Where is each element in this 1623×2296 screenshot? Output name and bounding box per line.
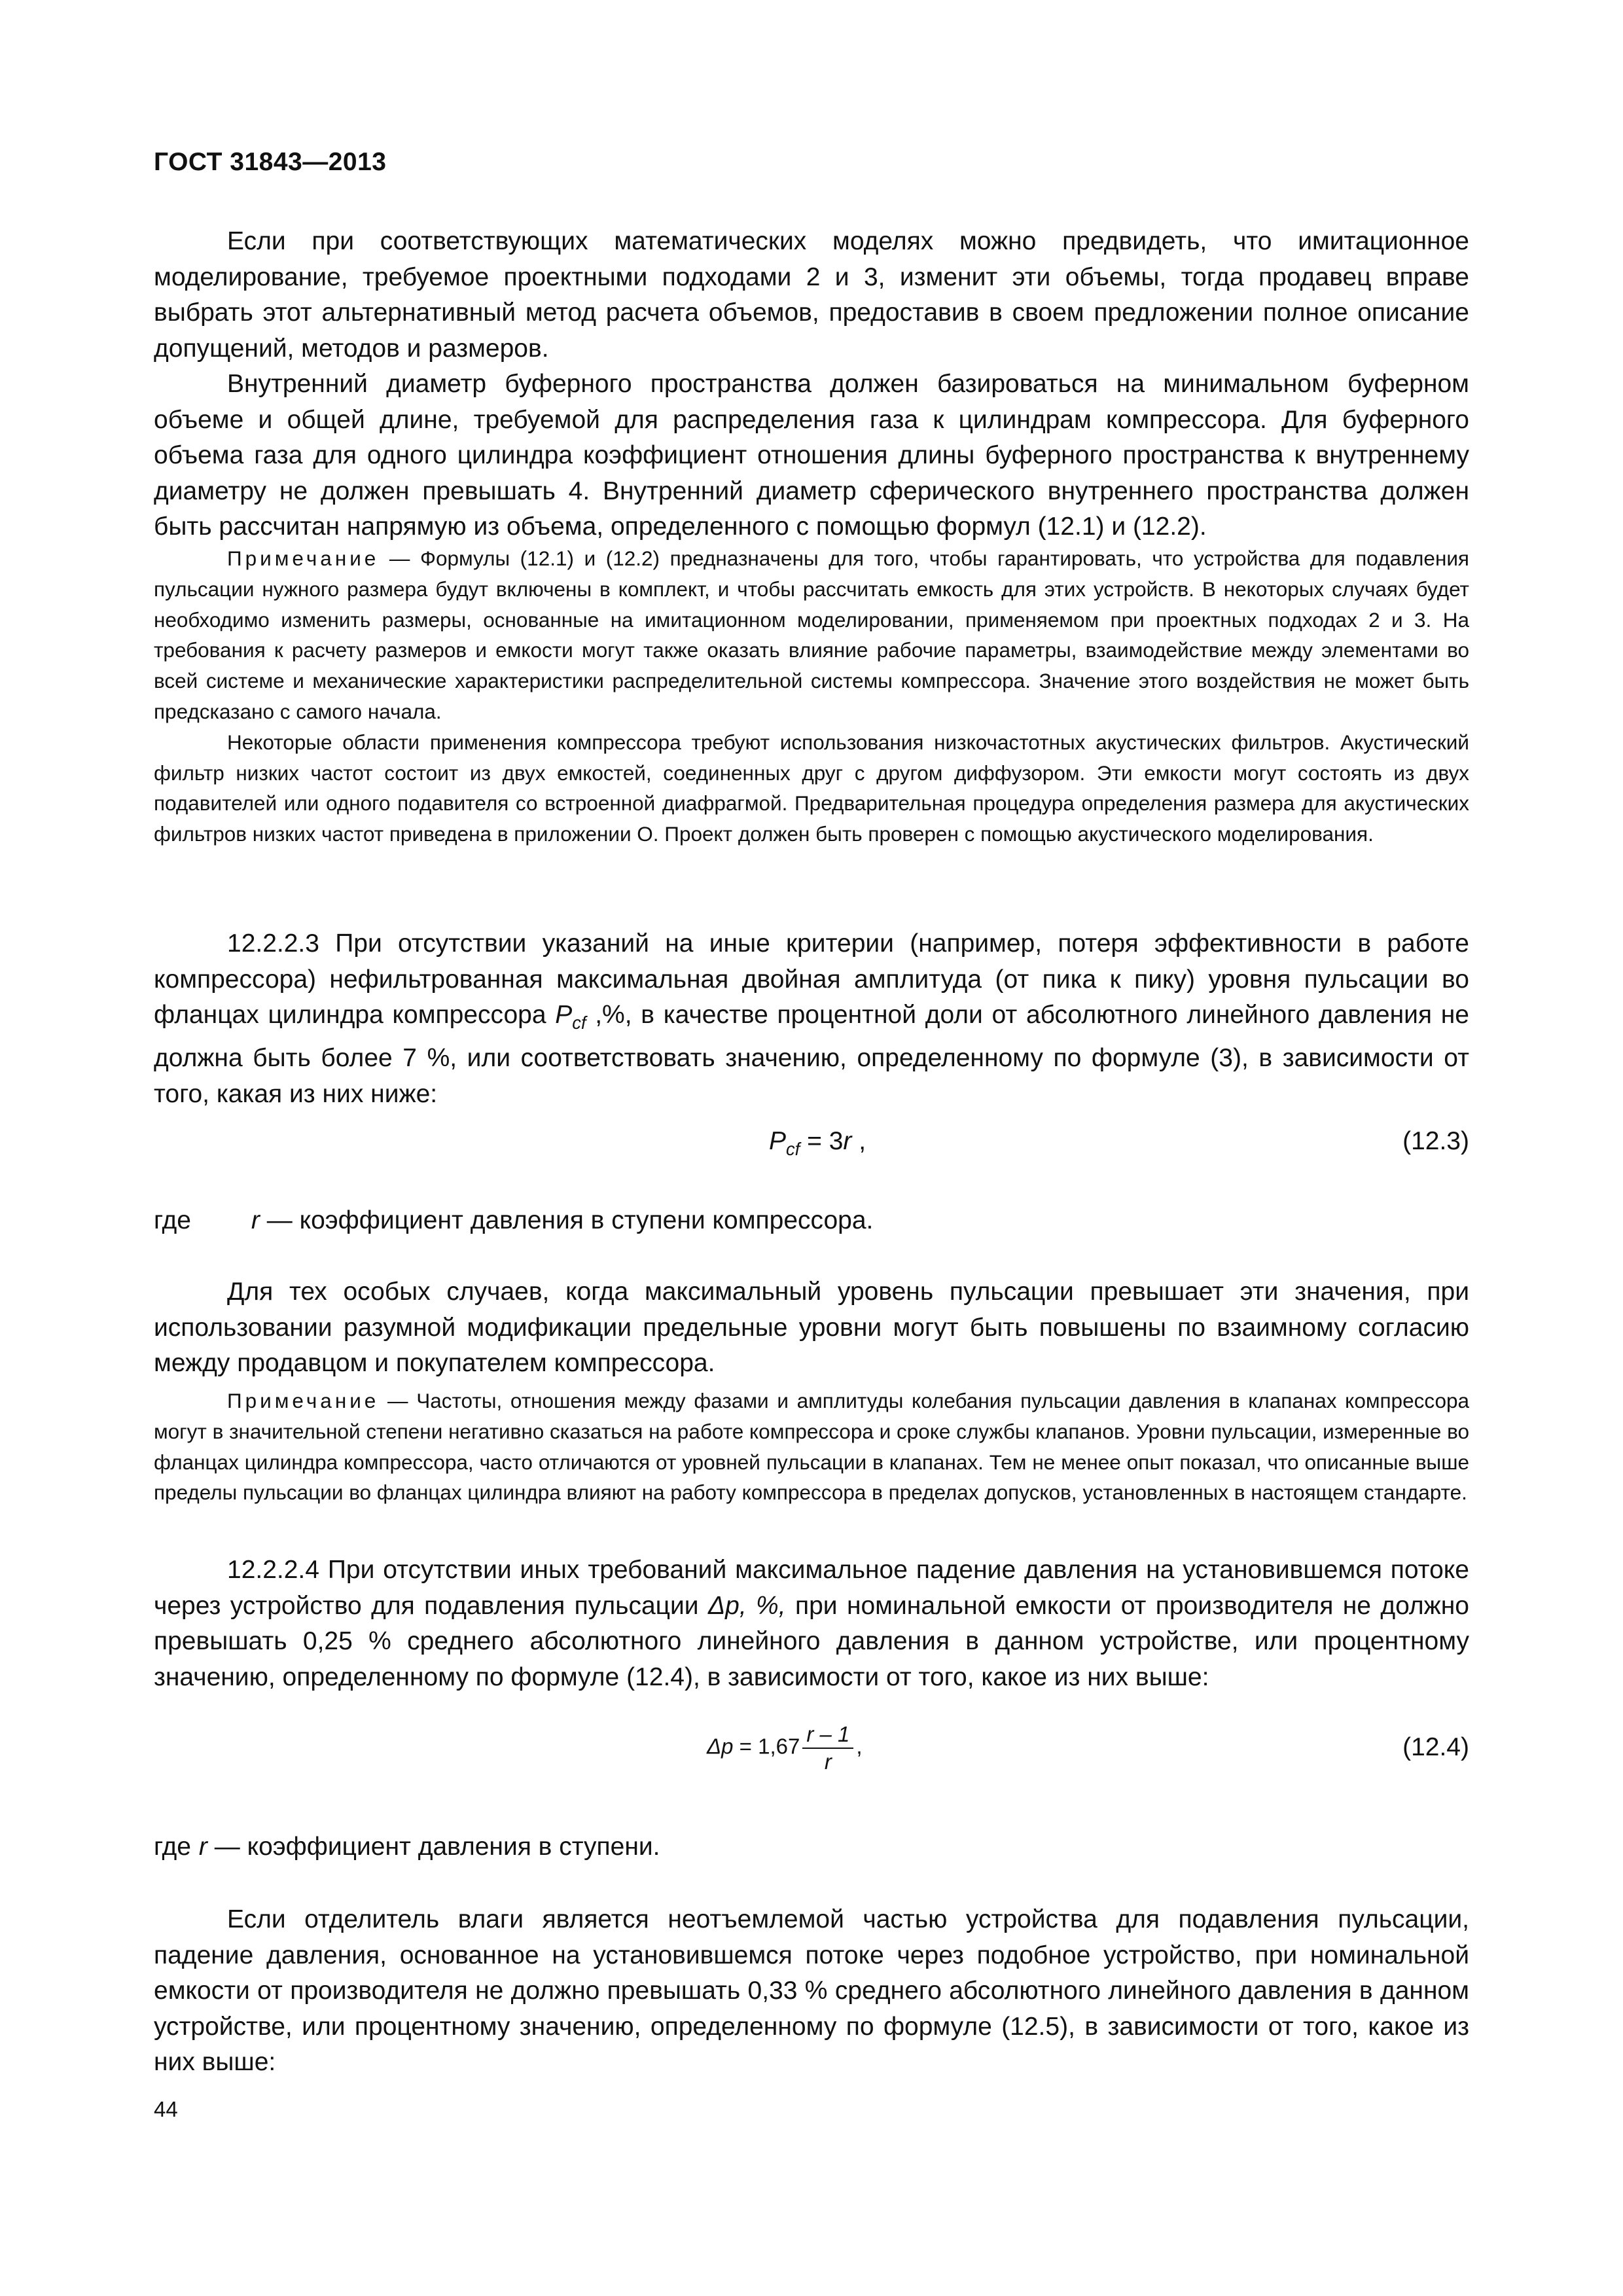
fraction-denominator: [802, 1749, 853, 1775]
formula-lhs-sub: cf: [786, 1138, 800, 1159]
note-text: [154, 543, 1469, 727]
formula-var: r: [843, 1127, 852, 1155]
formula-eq: = 1,67: [733, 1734, 800, 1759]
formula-tail: ,: [851, 1127, 866, 1155]
paragraph-text: Для тех особых случаев, когда максимальный уровень пульсации превышает эти значения, при использовании разумной модификации предельные уровни могут быть повышены по взаимному согласию между продавцом и покупателем компрессора.: [154, 1278, 1469, 1377]
where-text: — коэффициент давления в ступени компрессора.: [259, 1206, 874, 1234]
paragraph-2: [154, 367, 1469, 545]
paragraph-6: [154, 1902, 1469, 2081]
text-run: ,%, в качестве процентной доли от абсолютного линейного давления не должна быть более 7 %, или соответствовать значению, определенному по формуле (3), в зависимости от того, какая из них ниже:: [154, 1001, 1469, 1108]
note-body: — Частоты, отношения между фазами и амплитуды колебания пульсации давления в клапанах компрессора могут в значительной степени негативно сказаться на работе компрессора и сроке службы клапанов. Уровни пульсации, измеренные во фланцах цилиндра компрессора, часто отличаются от уровней пульсации в клапанах. Тем не менее опыт показал, что описанные выше пределы пульсации во фланцах цилиндра влияют на работу компрессора в пределах допусков, установленных в настоящем стандарте.: [154, 1389, 1469, 1505]
formula-lhs: P: [769, 1127, 787, 1155]
paragraph-12-2-2-4: [154, 1552, 1469, 1695]
where-label: где: [154, 1833, 191, 1861]
formula-tail: ,: [856, 1734, 863, 1759]
paragraph-text: Если отделитель влаги является неотъемлемой частью устройства для подавления пульсации, падение давления, основанное на установившемся потоке через подобное устройство, при номинальной емкости от производителя не должно превышать 0,33 % среднего абсолютного линейного давления в данном устройстве, или процентному значению, определенному по формуле (12.5), в зависимости от того, какое из них выше:: [154, 1905, 1469, 2076]
paragraph-text: [154, 926, 1469, 1112]
paragraph-text: Внутренний диаметр буферного пространства должен базироваться на минимальном буферном объеме и общей длине, требуемой для распределения газа к цилиндрам компрессора. Для буферного объема газа для одного цилиндра коэффициент отношения длины буферного пространства к внутреннему диаметру не должен превышать 4. Внутренний диаметр сферического внутреннего пространства должен быть рассчитан напрямую из объема, определенного с помощью формул (12.1) и (12.2).: [154, 370, 1469, 541]
document-page: [154, 0, 1469, 2296]
formula-number: (12.4): [1402, 1733, 1469, 1761]
numerator-text: r – 1: [806, 1722, 850, 1746]
note-body: — Формулы (12.1) и (12.2) предназначены для того, чтобы гарантировать, что устройства для подавления пульсации нужного размера будут включены в комплект, и чтобы рассчитать емкость для этих устройств. В некоторых случаях будет необходимо изменить размеры, основанные на имитационном моделировании, применяемом при проектных подходах 2 и 3. На требования к расчету размеров и емкости могут также оказать влияние рабочие параметры, взаимодействие между элементами во всей системе и механические характеристики распределительной системы компрессора. Значение этого воздействия не может быть предсказано с самого начала.: [154, 547, 1469, 723]
formula-12-4: [154, 1721, 1469, 1780]
paragraph-12-2-2-3: [154, 926, 1469, 1112]
symbol-p: P: [555, 1001, 573, 1029]
symbol-sub: cf: [572, 1012, 586, 1033]
formula-eq: = 3: [800, 1127, 844, 1155]
text-run: 12.2.2.3 При отсутствии указаний на иные критерии (например, потеря эффективности в работе компрессора) нефильтрованная максимальная двойная амплитуда (от пика к пику) уровня пульсации во фланцах цилиндра компрессора: [154, 929, 1469, 1029]
formula-fraction: [802, 1721, 853, 1775]
symbol-delta-p: Δp, %,: [707, 1591, 786, 1620]
paragraph-4: [154, 1274, 1469, 1382]
denominator-text: r: [824, 1749, 832, 1774]
where-var: r: [251, 1206, 260, 1234]
note-continuation: Некоторые области применения компрессора требуют использования низкочастотных акустических фильтров. Акустический фильтр низких частот состоит из двух емкостей, соединенных друг с другом диффузором. Эти емкости могут состоять из двух подавителей или одного подавителя со встроенной диафрагмой. Предварительная процедура определения размера для акустических фильтров низких частот приведена в приложении О. Проект должен быть проверен с помощью акустического моделирования.: [154, 730, 1469, 846]
note-2: [154, 1386, 1469, 1508]
where-label: где: [154, 1206, 191, 1234]
note-label: Примечание: [227, 547, 380, 570]
formula-number: (12.3): [1402, 1127, 1469, 1155]
paragraph-text: Если при соответствующих математических моделях можно предвидеть, что имитационное моделирование, требуемое проектными подходами 2 и 3, изменит эти объемы, тогда продавец вправе выбрать этот альтернативный метод расчета объемов, предоставив в своем предложении полное описание допущений, методов и размеров.: [154, 227, 1469, 363]
note-1: [154, 543, 1469, 850]
formula-expression: [707, 1721, 863, 1775]
formula-lhs: Δp: [707, 1734, 734, 1759]
where-clause-2: [154, 1833, 660, 1861]
where-var: r: [198, 1833, 207, 1861]
page-number: 44: [154, 2097, 178, 2121]
fraction-numerator: [802, 1721, 853, 1749]
paragraph-text: [154, 1552, 1469, 1695]
where-clause-1: [154, 1206, 873, 1235]
text-run: при номинальной емкости от производителя не должно превышать 0,25 % среднего абсолютного линейного давления в данном устройстве, или процентному значению, определенному по формуле (12.4), в зависимости от того, какое из них выше:: [154, 1591, 1469, 1691]
formula-expression: [769, 1127, 866, 1160]
paragraph-1: [154, 224, 1469, 367]
formula-12-3: [154, 1127, 1469, 1166]
where-text: — коэффициент давления в ступени.: [207, 1833, 660, 1861]
text-run: 12.2.2.4 При отсутствии иных требований максимальное падение давления на установившемся потоке через устройство для подавления пульсации: [154, 1556, 1469, 1620]
standard-header: ГОСТ 31843—2013: [154, 148, 387, 176]
note-text: [154, 1386, 1469, 1508]
note-label: Примечание: [227, 1389, 380, 1412]
